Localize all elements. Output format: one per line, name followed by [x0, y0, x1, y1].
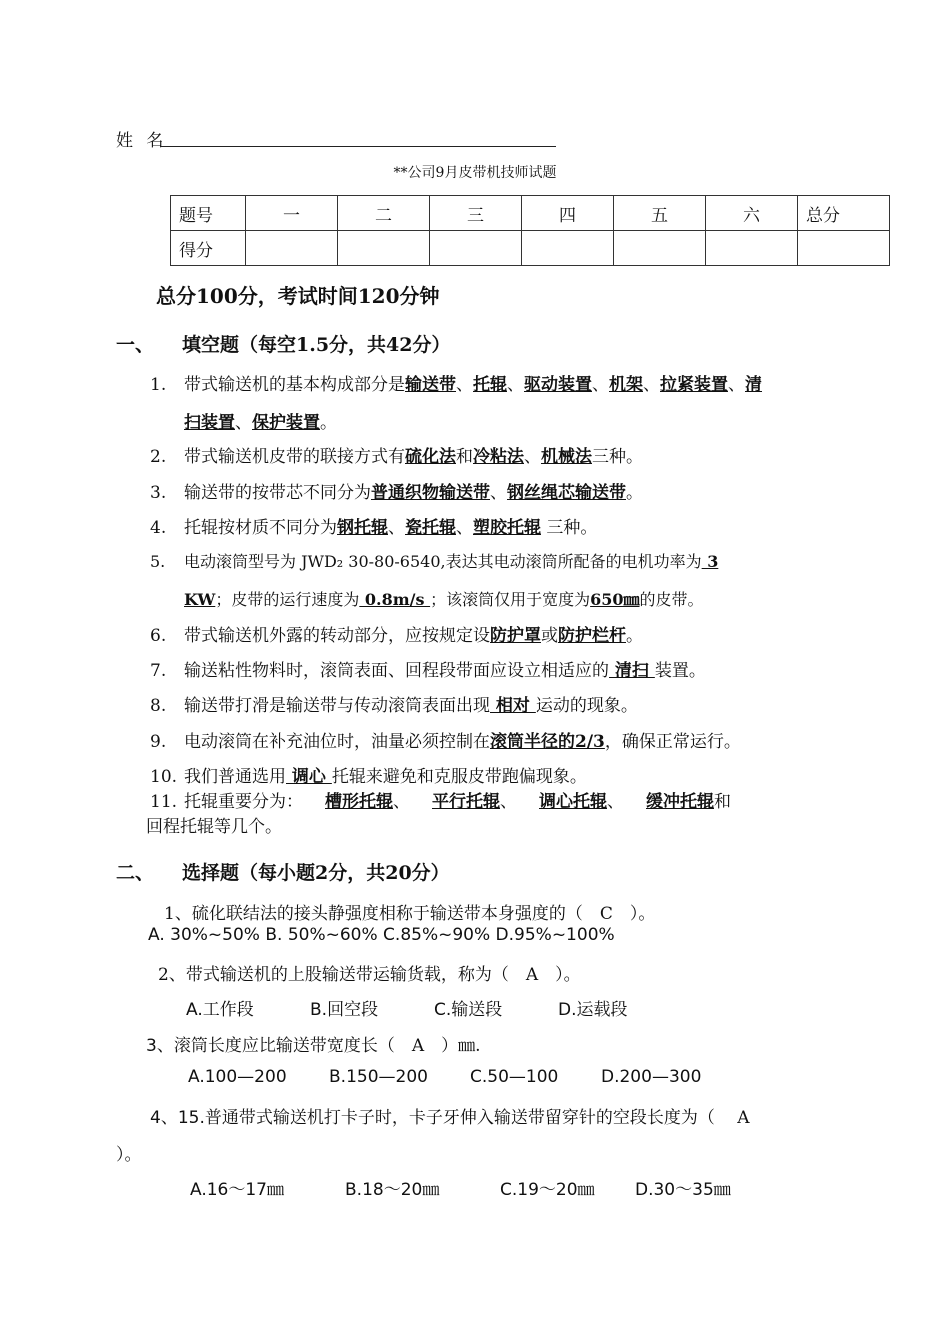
question-2-4: 4、15.普通带式输送机打卡子时，卡子牙伸入输送带留穿针的空段长度为（ A	[150, 1108, 750, 1128]
option-a[interactable]: A.工作段	[186, 1000, 254, 1020]
question-1-10: 10. 我们普通选用 调心 托辊来避免和克服皮带跑偏现象。	[150, 767, 587, 787]
table-row	[171, 196, 890, 231]
question-1-9: 9. 电动滚筒在补充油位时，油量必须控制在滚筒半径的2/3，确保正常运行。	[150, 732, 741, 752]
option-d[interactable]: D.30～35㎜	[635, 1180, 731, 1200]
question-2-4-cont: ）。	[116, 1145, 142, 1165]
document-title: **公司9月皮带机技师试题	[393, 165, 557, 181]
question-2-4-options	[190, 1175, 731, 1200]
section-title: 选择题（每小题2分，共20分）	[182, 862, 450, 884]
option-d[interactable]: D.200—300	[601, 1067, 702, 1087]
table-cell: 四	[522, 196, 614, 231]
answer: 平行托辊	[432, 792, 500, 812]
score-cell[interactable]	[798, 231, 890, 266]
section-title: 填空题（每空1.5分，共42分）	[182, 334, 451, 356]
score-table	[170, 195, 890, 266]
table-cell: 六	[706, 196, 798, 231]
option-a[interactable]: A.100—200	[188, 1067, 287, 1087]
question-1-5: 5. 电动滚筒型号为 JWD₂ 30-80-6540,表达其电动滚筒所配备的电机功率为 3	[150, 552, 719, 571]
option-c[interactable]: C.19～20㎜	[500, 1180, 595, 1200]
table-cell: 三	[430, 196, 522, 231]
option-b[interactable]: B.150—200	[329, 1067, 428, 1087]
answer: 滚筒半径的2/3	[490, 732, 605, 752]
answer: 槽形托辊	[325, 792, 393, 812]
answer: 输送带	[405, 375, 456, 395]
answer: 钢丝绳芯输送带	[507, 483, 626, 503]
answer: 拉紧装置	[660, 375, 728, 395]
question-1-6: 6. 带式输送机外露的转动部分，应按规定设防护罩或防护栏杆。	[150, 626, 643, 646]
answer: 机架	[609, 375, 643, 395]
answer: 硫化法	[405, 447, 456, 467]
table-cell: 五	[614, 196, 706, 231]
answer: 瓷托辊	[405, 518, 456, 538]
answer: 驱动装置	[524, 375, 592, 395]
option-b[interactable]: B.回空段	[310, 1000, 379, 1020]
section-number: 二、	[116, 862, 155, 884]
question-2-1-options: A. 30%~50% B. 50%~60% C.85%~90% D.95%~100%	[148, 925, 615, 945]
table-cell: 得分	[171, 231, 246, 266]
table-cell: 题号	[171, 196, 246, 231]
question-1-7: 7. 输送粘性物料时，滚筒表面、回程段带面应设立相适应的 清扫 装置。	[150, 661, 706, 681]
answer: 调心托辊	[539, 792, 607, 812]
question-2-2-options	[186, 995, 628, 1020]
option-a[interactable]: A.16～17㎜	[190, 1180, 284, 1200]
section-1-heading	[116, 330, 451, 357]
answer: 扫装置	[184, 413, 235, 433]
question-2-3-options	[188, 1067, 701, 1087]
answer: 机械法	[541, 447, 592, 467]
name-input-line[interactable]	[160, 146, 556, 147]
answer: 清扫	[609, 661, 655, 681]
question-1-3: 3. 输送带的按带芯不同分为普通织物输送带、钢丝绳芯输送带。	[150, 483, 643, 503]
answer: 钢托辊	[337, 518, 388, 538]
score-cell[interactable]	[246, 231, 338, 266]
option-d[interactable]: D.运载段	[558, 1000, 628, 1020]
question-1-2: 2. 带式输送机皮带的联接方式有硫化法和冷粘法、机械法三种。	[150, 447, 643, 467]
answer: 缓冲托辊	[646, 792, 714, 812]
table-cell: 二	[338, 196, 430, 231]
section-number: 一、	[116, 334, 155, 356]
answer: KW	[184, 590, 216, 609]
question-1-4: 4. 托辊按材质不同分为钢托辊、瓷托辊、塑胶托辊 三种。	[150, 518, 598, 538]
score-cell[interactable]	[522, 231, 614, 266]
answer: 调心	[286, 767, 332, 787]
answer: 防护罩	[490, 626, 541, 646]
answer: 保护装置	[252, 413, 320, 433]
answer: 650㎜	[590, 590, 640, 609]
answer: 塑胶托辊	[473, 518, 541, 538]
score-cell[interactable]	[614, 231, 706, 266]
exam-summary: 总分100分，考试时间120分钟	[156, 284, 440, 308]
answer: 冷粘法	[473, 447, 524, 467]
option-c[interactable]: C.50—100	[470, 1067, 559, 1087]
score-cell[interactable]	[338, 231, 430, 266]
answer: 托辊	[473, 375, 507, 395]
question-1-1: 1. 带式输送机的基本构成部分是输送带、托辊、驱动装置、机架、拉紧装置、清	[150, 375, 762, 395]
question-2-3: 3、滚筒长度应比输送带宽度长（ A ）㎜.	[146, 1036, 481, 1056]
table-row	[171, 231, 890, 266]
answer: 清	[745, 375, 762, 395]
question-1-8: 8. 输送带打滑是输送带与传动滚筒表面出现 相对 运动的现象。	[150, 696, 638, 716]
question-1-5-cont: KW；皮带的运行速度为 0.8m/s ；该滚筒仅用于宽度为650㎜的皮带。	[184, 590, 704, 609]
score-cell[interactable]	[430, 231, 522, 266]
answer: 相对	[490, 696, 536, 716]
table-cell: 一	[246, 196, 338, 231]
score-cell[interactable]	[706, 231, 798, 266]
name-label: 姓 名	[116, 131, 168, 151]
table-cell: 总分	[798, 196, 890, 231]
answer: 0.8m/s	[359, 590, 431, 609]
answer: 普通织物输送带	[371, 483, 490, 503]
option-b[interactable]: B.18～20㎜	[345, 1180, 440, 1200]
question-1-1-cont: 扫装置、保护装置。	[184, 413, 337, 433]
option-c[interactable]: C.输送段	[434, 1000, 503, 1020]
section-2-heading	[116, 858, 450, 885]
answer: 3	[701, 552, 719, 571]
question-1-11-cont: 回程托辊等几个。	[146, 817, 282, 837]
question-1-11: 11. 托辊重要分为： 槽形托辊、 平行托辊、 调心托辊、 缓冲托辊和	[150, 792, 731, 812]
question-2-1: 1、硫化联结法的接头静强度相称于输送带本身强度的（ C ）。	[164, 904, 656, 924]
answer: 防护栏杆	[558, 626, 626, 646]
question-2-2: 2、带式输送机的上股输送带运输货载，称为（ A ）。	[158, 965, 581, 985]
